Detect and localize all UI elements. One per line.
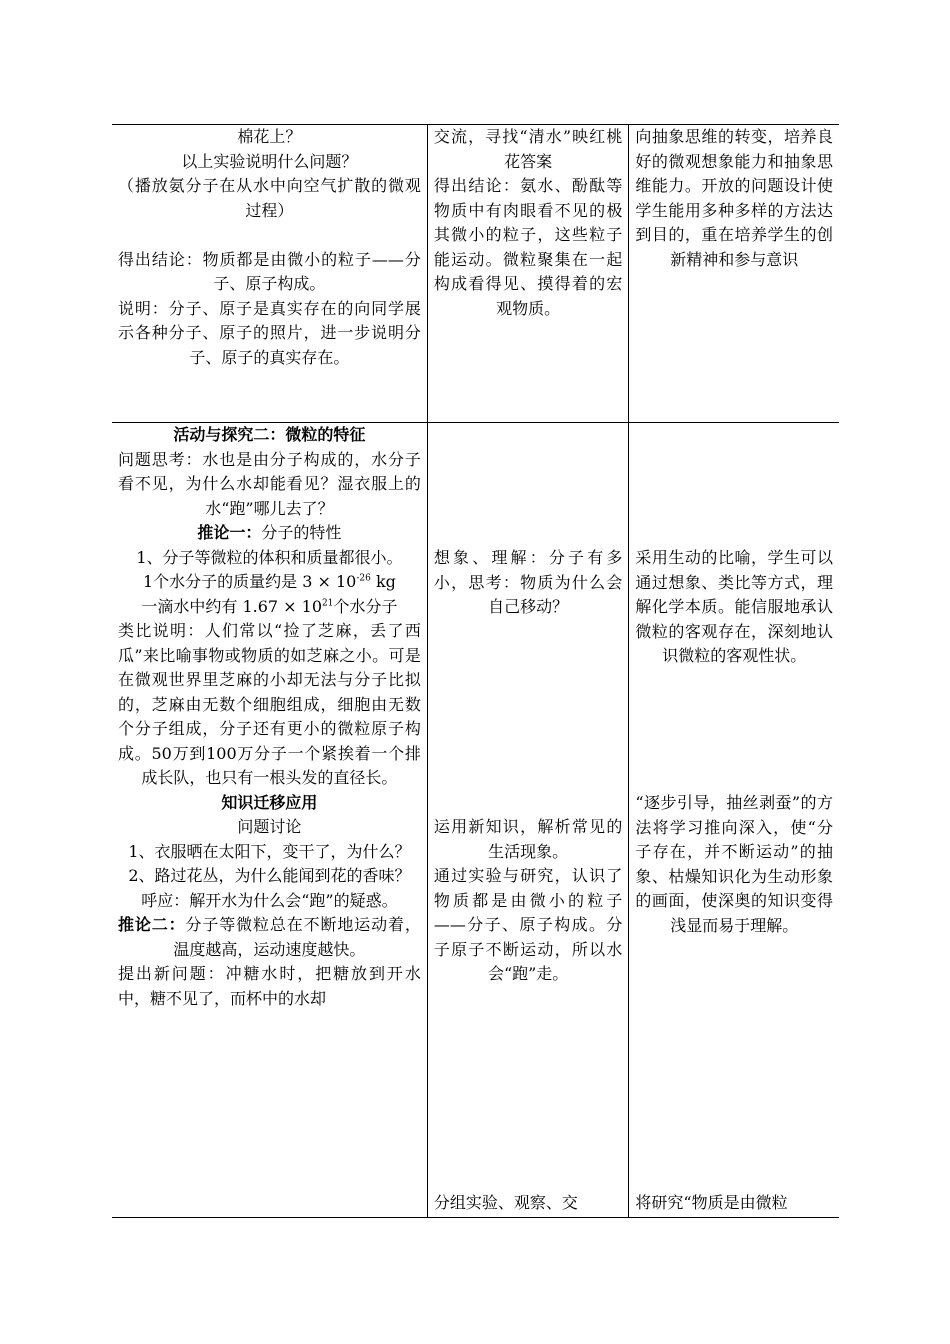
count-suffix: 个水分子 <box>333 596 398 616</box>
inference-label: 推论一： <box>197 523 262 542</box>
mass-exponent: -26 <box>356 573 371 584</box>
lesson-plan-table <box>112 124 839 1218</box>
new-question-paragraph: 提出新问题：冲糖水时，把糖放到开水中，糖不见了，而杯中的水却 <box>118 964 421 1008</box>
question-paragraph: 问题思考：水也是由分子构成的，水分子看不见，为什么水却能看见？湿衣服上的水“跑”哪儿去了？ <box>118 449 421 518</box>
point-one: 1、分子等微粒的体积和质量都很小。 <box>136 547 403 567</box>
subheading: 问题讨论 <box>237 817 302 836</box>
text-paragraph: 运用新知识，解析常见的生活现象。 <box>433 817 623 861</box>
discussion-question: 1、衣服晒在太阳下，变干了，为什么？ <box>128 841 411 861</box>
text-line: 将研究“物质是由微粒 <box>635 1193 788 1212</box>
text-paragraph: 想象、理解：分子有多小，思考：物质为什么会自己移动？ <box>433 548 623 616</box>
text-line: 棉花上？ <box>237 127 302 146</box>
row1-student-cell <box>427 125 629 423</box>
mass-prefix: 1个水分子的质量约是 3 × 10 <box>142 572 357 591</box>
inference-one <box>118 521 421 546</box>
count-exponent: 21 <box>322 598 334 609</box>
text-line: 分组实验、观察、交 <box>433 1193 578 1212</box>
text-paragraph: 通过实验与研究，认识了物质都是由微小的粒子——分子、原子构成。分子原子不断运动，所以水会“跑”走。 <box>433 866 623 983</box>
subheading: 知识迁移应用 <box>221 792 318 812</box>
blank-line <box>118 223 421 248</box>
text-paragraph: “逐步引导，抽丝剥蚕”的方法将学习推向深入，使“分子存在，并不断运动”的抽象、枯燥知识化为生动形象的画面，使深奥的知识变得浅显而易于理解。 <box>635 793 833 935</box>
mass-line <box>118 570 421 595</box>
text-paragraph: （播放氨分子在从水中向空气扩散的微观过程） <box>118 176 421 220</box>
inference-two <box>118 913 421 962</box>
mass-unit: kg <box>370 572 396 591</box>
analogy-paragraph: 类比说明：人们常以“捡了芝麻，丢了西瓜”来比喻事物或物质的如芝麻之小。可是在微观世界里芝麻的小却无法与分子比拟的，芝麻由无数个细胞组成，细胞由无数个分子组成，分子还有更小的微粒原子构成。50万到100万分子一个紧挨着一个排成长队，也只有一根头发的直径长。 <box>118 621 421 787</box>
inference-text: 分子等微粒总在不断地运动着，温度越高，运动速度越快。 <box>173 915 421 959</box>
section-heading: 活动与探究二：微粒的特征 <box>173 425 366 444</box>
row2-activity-cell <box>112 423 427 1218</box>
count-line <box>118 595 421 620</box>
row2-student-cell <box>427 423 629 1218</box>
row2-intent-cell <box>629 423 839 1218</box>
count-prefix: 一滴水中约有 1.67 × 10 <box>141 596 323 616</box>
table-row <box>112 423 839 1218</box>
row1-activity-cell <box>112 125 427 423</box>
text-paragraph: 得出结论：物质都是由微小的粒子——分子、原子构成。 <box>118 249 421 293</box>
text-paragraph: 向抽象思维的转变，培养良好的微观想象能力和抽象思维能力。开放的问题设计使学生能用多种多样的方法达到目的，重在培养学生的创新精神和参与意识 <box>635 127 833 269</box>
inference-label: 推论二： <box>118 915 186 934</box>
table-row <box>112 125 839 423</box>
text-paragraph: 说明：分子、原子是真实存在的向同学展示各种分子、原子的照片，进一步说明分子、原子的真实存在。 <box>118 298 421 367</box>
text-paragraph: 采用生动的比喻，学生可以通过想象、类比等方式，理解化学本质。能信服地承认微粒的客观存在，深刻地认识微粒的客观性状。 <box>635 548 833 665</box>
discussion-question: 2、路过花丛，为什么能闻到花的香味？ <box>128 866 411 885</box>
text-paragraph: 交流，寻找“清水”映红桃花答案 <box>433 127 623 171</box>
inference-text: 分子的特性 <box>261 523 342 542</box>
text-paragraph: 得出结论：氨水、酚酞等物质中有肉眼看不见的极其微小的粒子，这些粒子能运动。微粒聚集在一起构成看得见、摸得着的宏观物质。 <box>433 176 623 318</box>
echo-paragraph: 呼应：解开水为什么会“跑”的疑惑。 <box>141 890 398 910</box>
row1-intent-cell <box>629 125 839 423</box>
text-line: 以上实验说明什么问题？ <box>181 151 358 171</box>
